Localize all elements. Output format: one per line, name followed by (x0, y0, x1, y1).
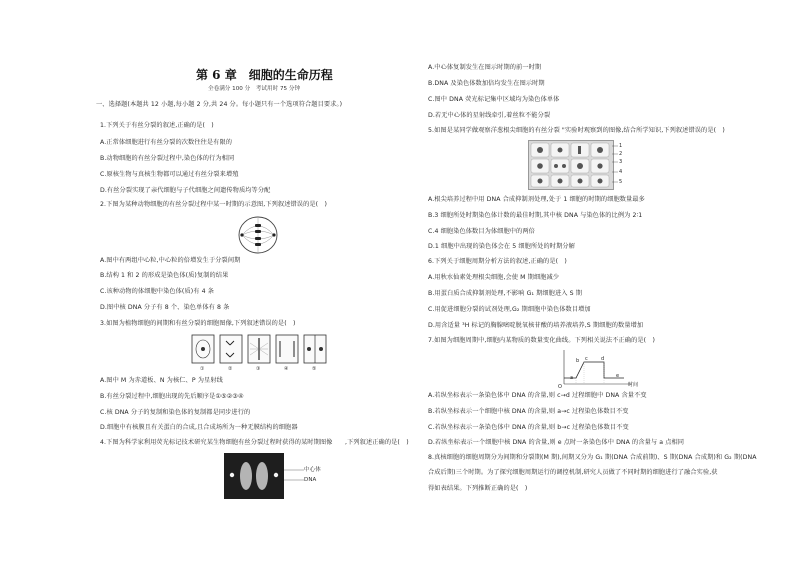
q1-option-b: B.动物细胞的有丝分裂过程中,染色体的行为相同 (100, 155, 235, 162)
section-heading: 一、选择题(本题共 12 小题,每小题 2 分,共 24 分。每小题只有一个选项符合题目要求。) (96, 101, 343, 108)
q5-option-b: B.3 细胞所处时期染色体计数的最佳时期,其中核 DNA 与染色体的比例为 2∶1 (428, 212, 643, 219)
q5-option-c: C.4 细胞染色体数目为体细胞中的两倍 (428, 228, 535, 235)
svg-text:③: ③ (256, 366, 261, 371)
q5-root-tip-figure (528, 140, 614, 190)
q4-label-dna: DNA (304, 477, 317, 483)
question-7: 7.如图为细胞周期中,细胞内某物质的数量变化曲线。下列相关说法不正确的是( ) (428, 337, 655, 344)
q7-label-b: b (576, 358, 580, 364)
q7-option-a: A.若纵坐标表示一条染色体中 DNA 的含量,则 c→d 过程细胞中 DNA 含量不变 (428, 392, 647, 399)
q5-label-5: 5 (619, 179, 623, 185)
q3-option-a: A.图中 M 为赤道板、N 为核仁、P 为星射线 (100, 377, 223, 384)
q2-option-a: A.图中有两组中心粒,中心粒的倍增发生于分裂间期 (100, 257, 241, 264)
question-8-line-3: 得如表结果。下列推断正确的是( ) (428, 485, 528, 492)
q5-option-a: A.根尖培养过程中用 DNA 合成抑制剂处理,处于 1 细胞的时期的细胞数量最多 (428, 196, 645, 203)
q6-option-b: B.用蛋白质合成抑制剂处理,不影响 G₁ 期细胞进入 S 期 (428, 290, 582, 297)
q3-option-c: C.核 DNA 分子的复制和染色体的复制都是同步进行的 (100, 409, 251, 416)
q7-label-time: 时间 (628, 382, 639, 388)
question-2: 2.下图为某种动物细胞的有丝分裂过程中某一时期的示意图,下列叙述错误的是( ) (100, 201, 327, 208)
q4-option-a: A.中心体复制发生在图示时期的前一时期 (428, 64, 542, 71)
q4-label-centrosome: 中心体 (304, 467, 321, 473)
q1-option-a: A.正常体细胞进行有丝分裂的次数往往是有限的 (100, 139, 233, 146)
q7-label-e: e (616, 373, 620, 379)
page-title: 第 6 章 细胞的生命历程 (196, 68, 333, 82)
q7-label-c: c (585, 356, 588, 362)
question-1: 1.下列关于有丝分裂的叙述,正确的是( ) (100, 122, 214, 129)
q2-option-c: C.该种动物的体细胞中染色体(质)有 4 条 (100, 288, 214, 295)
q4-option-b: B.DNA 及染色体数加倍均发生在图示时期 (428, 80, 545, 87)
q6-option-c: C.用促进细胞分裂的试剂处理,G₂ 期细胞中染色体数目增加 (428, 306, 591, 313)
q7-label-origin: O (558, 384, 563, 390)
q5-label-2: 2 (619, 151, 623, 157)
svg-text:②: ② (228, 366, 233, 371)
q7-label-a: a (570, 375, 574, 381)
q3-option-d: D.细胞中有核膜且有关蛋白的合成,且合成场所为一种无膜结构的细胞器 (100, 424, 298, 431)
svg-text:④: ④ (284, 366, 289, 371)
q5-label-4: 4 (619, 169, 623, 175)
q7-curve-figure (554, 348, 634, 390)
q6-option-a: A.用秋水仙素处理根尖细胞,会使 M 期细胞减少 (428, 274, 560, 281)
question-6: 6.下列关于细胞周期分析方法的叙述,正确的是( ) (428, 258, 567, 265)
question-8-line-2: 合成后期)三个时期。为了探究细胞周期运行的调控机制,研究人员做了不同时期的细胞进行了融合实验,获 (428, 469, 718, 476)
q2-cell-figure (236, 214, 280, 256)
q4-fluorescence-figure (224, 453, 284, 499)
q1-option-d: D.有丝分裂实现了亲代细胞与子代细胞之间遗传物质均等分配 (100, 187, 271, 194)
svg-text:①: ① (200, 366, 205, 371)
q7-option-b: B.若纵坐标表示一个细胞中核 DNA 的含量,则 a→c 过程染色体数目不变 (428, 408, 629, 415)
q7-option-d: D.若纵坐标表示一个细胞中核 DNA 的含量,则 e 点时一条染色体中 DNA 的含量与 a 点相同 (428, 439, 685, 446)
q4-option-d: D.若无中心体的星射线牵引,着丝粒不能分裂 (428, 112, 551, 119)
svg-text:⑤: ⑤ (312, 366, 317, 371)
q4-option-c: C.图中 DNA 荧光标记集中区域均为染色体单体 (428, 96, 560, 103)
question-3: 3.如图为植物细胞的间期和有丝分裂的细胞图像,下列叙述错误的是( ) (100, 320, 296, 327)
question-4: 4.下图为科学家利用荧光标记技术研究某生物细胞有丝分裂过程时获得的某时期图像 ,下列叙述正确的是( ) (100, 439, 409, 446)
q7-option-c: C.若纵坐标表示一条染色体中 DNA 的含量,则 b→c 过程染色体数目不变 (428, 424, 629, 431)
q5-option-d: D.1 细胞中出现的染色体会在 5 细胞所处的时期分解 (428, 243, 575, 250)
question-8-line-1: 8.真核细胞的细胞周期分为间期和分裂期(M 期),间期又分为 G₁ 期(DNA 合成前期)、S 期(DNA 合成期)和 G₂ 期(DNA (428, 454, 757, 461)
q3-plant-cells-figure (190, 333, 330, 371)
q3-option-b: B.有丝分裂过程中,细胞出现的先后顺序是①⑤②③④ (100, 393, 244, 400)
q5-label-1: 1 (619, 143, 623, 149)
q1-option-c: C.原核生物与真核生物都可以通过有丝分裂来增殖 (100, 171, 239, 178)
q5-label-3: 3 (619, 159, 623, 165)
q7-label-d: d (601, 356, 605, 362)
q2-option-b: B.结构 1 和 2 的形成是染色体(质)复制的结果 (100, 272, 229, 279)
q6-option-d: D.用含适量 ³H 标记的胸腺嘧啶脱氧核苷酸的培养液培养,S 期细胞的数量增加 (428, 322, 644, 329)
question-5: 5.如图是某同学做观察洋葱根尖细胞的有丝分裂 "实验时观察到的图像,结合所学知识,下列叙述错误的是( ) (428, 127, 725, 134)
q2-option-d: D.图中核 DNA 分子有 8 个、染色单体有 8 条 (100, 304, 230, 311)
page-subtitle: 全卷满分 100 分 考试用时 75 分钟 (208, 86, 301, 92)
